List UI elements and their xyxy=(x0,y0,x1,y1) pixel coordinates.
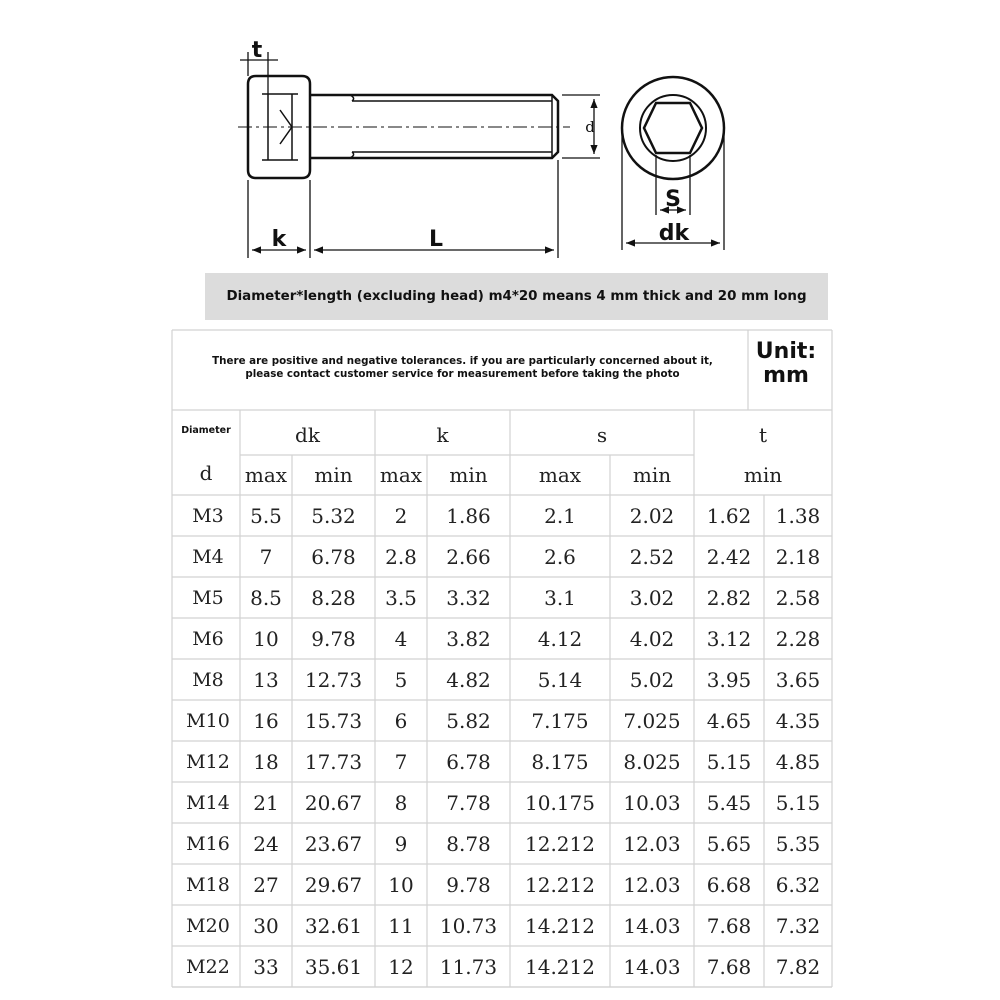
cell-t-val1: 4.65 xyxy=(706,708,752,733)
dim-label-S: S xyxy=(665,187,681,212)
dim-label-d: d xyxy=(585,118,595,136)
cell-k-max: 10 xyxy=(388,872,414,897)
cell-t-val2: 4.85 xyxy=(775,749,821,774)
cell-t-val2: 7.82 xyxy=(775,954,821,979)
cell-t-val2: 2.28 xyxy=(775,626,821,651)
t-min-header: min xyxy=(743,463,783,487)
cell-k-min: 3.82 xyxy=(446,626,491,651)
cell-t-val2: 1.38 xyxy=(775,503,821,528)
cell-dk-max: 30 xyxy=(253,913,279,938)
cell-dk-max: 24 xyxy=(253,831,279,856)
cell-t-val1: 6.68 xyxy=(706,872,752,897)
cell-k-min: 2.66 xyxy=(446,544,491,569)
cell-s-max: 7.175 xyxy=(531,708,589,733)
cell-k-max: 5 xyxy=(394,667,408,692)
cell-s-min: 4.02 xyxy=(629,626,675,651)
cell-k-max: 11 xyxy=(388,913,414,938)
s-header: s xyxy=(596,423,608,447)
tolerance-note-line-2: please contact customer service for measurement before taking the photo xyxy=(245,367,680,380)
cell-s-min: 8.025 xyxy=(623,749,681,774)
cell-diameter: M20 xyxy=(186,914,230,937)
cell-k-max: 9 xyxy=(394,831,408,856)
cell-dk-max: 13 xyxy=(253,667,279,692)
dk-max-header: max xyxy=(244,463,288,487)
cell-diameter: M4 xyxy=(192,545,224,568)
cell-k-max: 12 xyxy=(388,954,414,979)
cell-t-val1: 5.65 xyxy=(706,831,752,856)
cell-diameter: M10 xyxy=(186,709,230,732)
cell-s-min: 10.03 xyxy=(623,790,681,815)
s-max-header: max xyxy=(538,463,582,487)
dim-label-t: t xyxy=(251,38,263,63)
cell-k-min: 5.82 xyxy=(446,708,491,733)
cell-t-val1: 2.82 xyxy=(706,585,752,610)
cell-t-val1: 3.12 xyxy=(706,626,752,651)
cell-dk-max: 33 xyxy=(253,954,279,979)
cell-dk-min: 20.67 xyxy=(304,790,363,815)
cell-s-min: 14.03 xyxy=(623,954,681,979)
dim-label-k: k xyxy=(271,227,287,252)
cell-s-min: 3.02 xyxy=(629,585,675,610)
cell-s-max: 14.212 xyxy=(525,954,595,979)
cell-diameter: M14 xyxy=(186,791,230,814)
cell-diameter: M12 xyxy=(186,750,230,773)
cell-t-val1: 3.95 xyxy=(706,667,752,692)
size-explanation-banner: Diameter*length (excluding head) m4*20 means 4 mm thick and 20 mm long xyxy=(205,273,828,320)
cell-dk-min: 32.61 xyxy=(304,913,363,938)
cell-dk-max: 18 xyxy=(253,749,279,774)
cell-k-min: 1.86 xyxy=(446,503,491,528)
cell-dk-min: 6.78 xyxy=(311,544,356,569)
cell-dk-max: 27 xyxy=(253,872,279,897)
cell-dk-max: 5.5 xyxy=(250,503,282,528)
cell-dk-max: 16 xyxy=(253,708,279,733)
unit-label-line-2: mm xyxy=(763,363,809,388)
cell-t-val2: 5.35 xyxy=(775,831,821,856)
cell-k-min: 4.82 xyxy=(446,667,491,692)
tolerance-note-line-1: There are positive and negative tolerances. if you are particularly concerned about it, xyxy=(212,355,713,367)
cell-dk-min: 15.73 xyxy=(304,708,363,733)
cell-t-val1: 1.62 xyxy=(706,503,752,528)
cell-s-min: 14.03 xyxy=(623,913,681,938)
cell-s-min: 12.03 xyxy=(623,831,681,856)
cell-k-max: 3.5 xyxy=(385,585,417,610)
cell-t-val1: 5.45 xyxy=(706,790,752,815)
t-header: t xyxy=(758,423,768,447)
cell-t-val2: 7.32 xyxy=(775,913,821,938)
cell-k-min: 11.73 xyxy=(439,954,498,979)
cell-s-min: 2.02 xyxy=(629,503,675,528)
cell-k-min: 6.78 xyxy=(446,749,491,774)
s-min-header: min xyxy=(632,463,672,487)
cell-t-val1: 7.68 xyxy=(706,913,752,938)
cell-t-val2: 6.32 xyxy=(775,872,821,897)
cell-k-max: 8 xyxy=(394,790,408,815)
cell-k-min: 7.78 xyxy=(446,790,491,815)
cell-k-min: 8.78 xyxy=(446,831,491,856)
cell-s-max: 10.175 xyxy=(525,790,595,815)
cell-k-max: 7 xyxy=(394,749,408,774)
cell-s-max: 2.1 xyxy=(544,503,576,528)
cell-k-min: 9.78 xyxy=(446,872,491,897)
dim-label-dk: dk xyxy=(658,221,690,246)
cell-dk-min: 35.61 xyxy=(304,954,363,979)
dk-header: dk xyxy=(295,423,320,447)
cell-dk-max: 8.5 xyxy=(250,585,282,610)
cell-s-min: 7.025 xyxy=(623,708,681,733)
cell-k-min: 3.32 xyxy=(446,585,491,610)
cell-dk-min: 5.32 xyxy=(311,503,356,528)
cell-dk-min: 29.67 xyxy=(304,872,363,897)
dk-min-header: min xyxy=(314,463,353,487)
k-min-header: min xyxy=(449,463,488,487)
cell-s-min: 2.52 xyxy=(629,544,675,569)
cell-diameter: M8 xyxy=(192,668,224,691)
cell-k-max: 4 xyxy=(394,626,408,651)
cell-t-val2: 5.15 xyxy=(775,790,821,815)
diameter-header: Diameter xyxy=(181,425,231,436)
cell-dk-max: 10 xyxy=(253,626,279,651)
cell-t-val2: 2.58 xyxy=(775,585,821,610)
cell-k-min: 10.73 xyxy=(439,913,498,938)
cell-s-max: 4.12 xyxy=(537,626,583,651)
unit-label xyxy=(745,340,827,388)
cell-dk-min: 8.28 xyxy=(311,585,356,610)
tolerance-note xyxy=(200,355,725,380)
cell-k-max: 2.8 xyxy=(385,544,417,569)
cell-dk-max: 21 xyxy=(253,790,279,815)
cell-diameter: M3 xyxy=(192,504,224,527)
cell-t-val1: 5.15 xyxy=(706,749,752,774)
cell-diameter: M22 xyxy=(186,955,230,978)
cell-s-max: 8.175 xyxy=(531,749,589,774)
dim-label-L: L xyxy=(428,227,444,252)
cell-t-val2: 3.65 xyxy=(775,667,821,692)
cell-dk-min: 23.67 xyxy=(304,831,363,856)
unit-label-line-1: Unit: xyxy=(755,339,817,364)
cell-s-max: 14.212 xyxy=(525,913,595,938)
cell-t-val1: 7.68 xyxy=(706,954,752,979)
cell-diameter: M16 xyxy=(186,832,230,855)
cell-s-max: 12.212 xyxy=(525,872,595,897)
cell-t-val1: 2.42 xyxy=(706,544,752,569)
cell-s-max: 12.212 xyxy=(525,831,595,856)
cell-k-max: 6 xyxy=(394,708,408,733)
cell-s-min: 5.02 xyxy=(629,667,675,692)
cell-s-max: 2.6 xyxy=(544,544,576,569)
d-header: d xyxy=(199,461,213,485)
cell-dk-max: 7 xyxy=(259,544,273,569)
cell-s-max: 3.1 xyxy=(544,585,576,610)
cell-dk-min: 9.78 xyxy=(311,626,356,651)
cell-diameter: M6 xyxy=(192,627,224,650)
k-header: k xyxy=(436,423,449,447)
cell-k-max: 2 xyxy=(394,503,408,528)
cell-diameter: M5 xyxy=(192,586,224,609)
cell-s-min: 12.03 xyxy=(623,872,681,897)
cell-t-val2: 2.18 xyxy=(775,544,821,569)
k-max-header: max xyxy=(379,463,423,487)
cell-t-val2: 4.35 xyxy=(775,708,821,733)
cell-dk-min: 17.73 xyxy=(304,749,363,774)
cell-s-max: 5.14 xyxy=(537,667,583,692)
cell-dk-min: 12.73 xyxy=(304,667,363,692)
cell-diameter: M18 xyxy=(186,873,230,896)
